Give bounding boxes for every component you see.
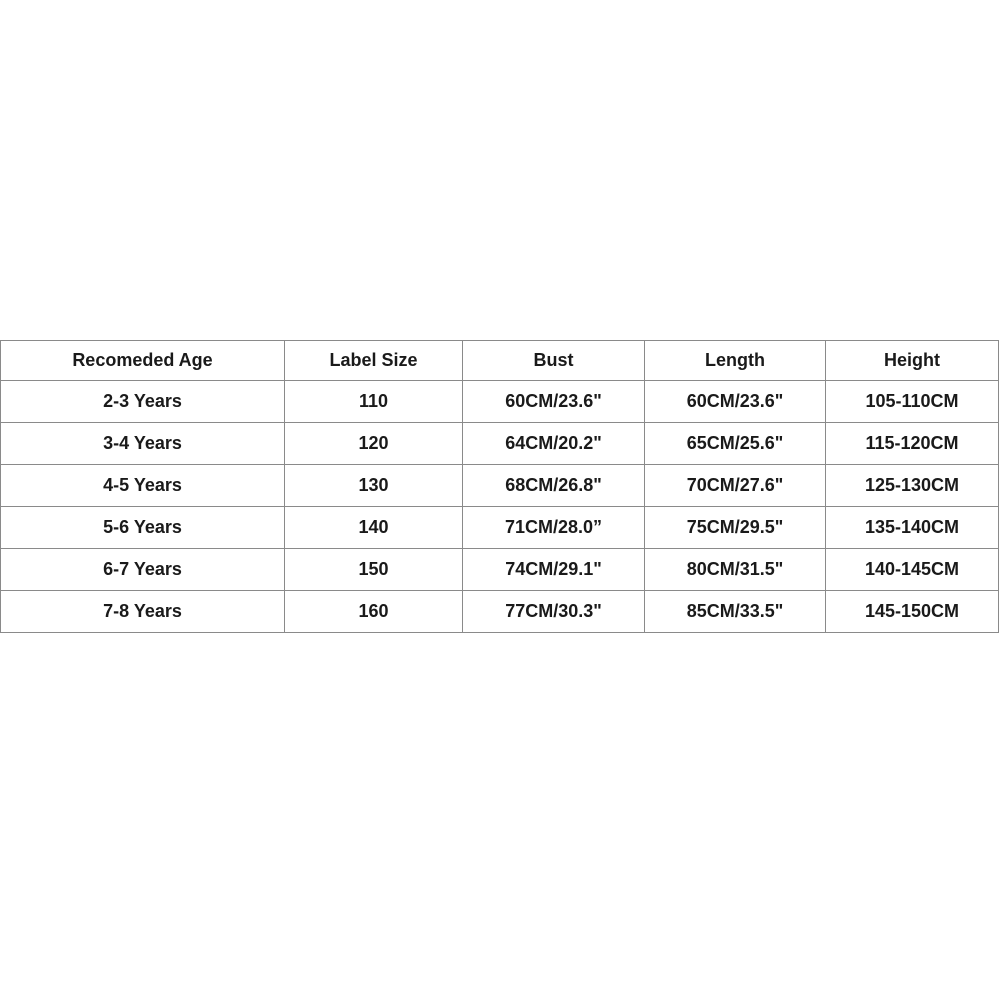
cell-bust: 64CM/20.2" bbox=[463, 423, 645, 465]
table-row bbox=[1, 591, 999, 633]
cell-age: 2-3 Years bbox=[1, 381, 285, 423]
cell-age: 4-5 Years bbox=[1, 465, 285, 507]
cell-label-size: 110 bbox=[285, 381, 463, 423]
header-label-size: Label Size bbox=[285, 341, 463, 381]
cell-label-size: 120 bbox=[285, 423, 463, 465]
table-header-row bbox=[1, 341, 999, 381]
cell-label-size: 160 bbox=[285, 591, 463, 633]
table-row bbox=[1, 465, 999, 507]
cell-label-size: 150 bbox=[285, 549, 463, 591]
cell-height: 140-145CM bbox=[826, 549, 999, 591]
cell-height: 135-140CM bbox=[826, 507, 999, 549]
table-row bbox=[1, 549, 999, 591]
cell-height: 125-130CM bbox=[826, 465, 999, 507]
cell-bust: 77CM/30.3" bbox=[463, 591, 645, 633]
size-chart-table bbox=[0, 340, 999, 633]
cell-length: 60CM/23.6" bbox=[645, 381, 826, 423]
header-height: Height bbox=[826, 341, 999, 381]
cell-label-size: 140 bbox=[285, 507, 463, 549]
table-row bbox=[1, 381, 999, 423]
cell-age: 5-6 Years bbox=[1, 507, 285, 549]
cell-bust: 60CM/23.6" bbox=[463, 381, 645, 423]
cell-length: 80CM/31.5" bbox=[645, 549, 826, 591]
cell-bust: 71CM/28.0” bbox=[463, 507, 645, 549]
header-recommended-age: Recomeded Age bbox=[1, 341, 285, 381]
table-row bbox=[1, 423, 999, 465]
cell-age: 7-8 Years bbox=[1, 591, 285, 633]
cell-bust: 68CM/26.8" bbox=[463, 465, 645, 507]
cell-label-size: 130 bbox=[285, 465, 463, 507]
cell-length: 65CM/25.6" bbox=[645, 423, 826, 465]
cell-height: 105-110CM bbox=[826, 381, 999, 423]
cell-bust: 74CM/29.1" bbox=[463, 549, 645, 591]
header-length: Length bbox=[645, 341, 826, 381]
cell-length: 70CM/27.6" bbox=[645, 465, 826, 507]
cell-age: 6-7 Years bbox=[1, 549, 285, 591]
cell-length: 85CM/33.5" bbox=[645, 591, 826, 633]
cell-age: 3-4 Years bbox=[1, 423, 285, 465]
cell-height: 145-150CM bbox=[826, 591, 999, 633]
cell-height: 115-120CM bbox=[826, 423, 999, 465]
table-row bbox=[1, 507, 999, 549]
header-bust: Bust bbox=[463, 341, 645, 381]
cell-length: 75CM/29.5" bbox=[645, 507, 826, 549]
